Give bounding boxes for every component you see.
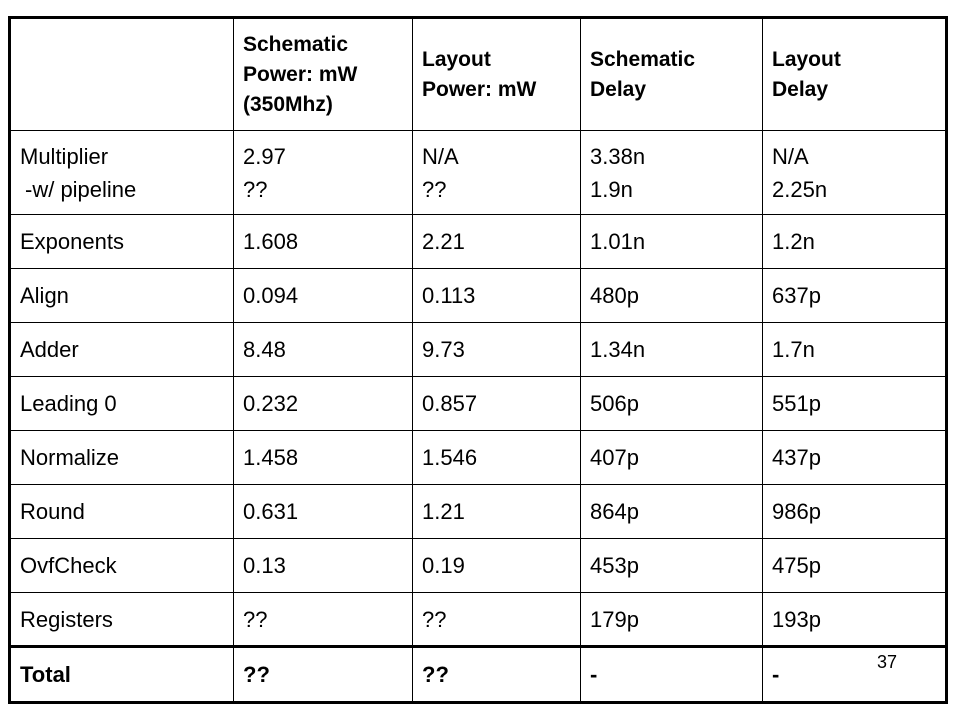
cell-line: Leading 0 <box>20 391 117 416</box>
table-cell <box>581 323 763 377</box>
table-cell <box>234 131 413 215</box>
cell-line: Align <box>20 283 69 308</box>
cell-line: ?? <box>243 176 268 202</box>
cell-line: 3.38n <box>590 143 646 169</box>
cell-line: Schematic <box>243 32 349 56</box>
table-cell <box>763 269 947 323</box>
cell-line: 1.2n <box>772 229 815 254</box>
results-table <box>8 16 948 704</box>
cell-line: 0.19 <box>422 553 465 578</box>
cell-line: 551p <box>772 391 821 416</box>
cell-line: Schematic <box>590 47 696 71</box>
cell-line: Layout <box>772 47 841 71</box>
cell-line: Normalize <box>20 445 120 470</box>
column-header <box>234 18 413 131</box>
table-cell <box>763 647 947 703</box>
column-header <box>581 18 763 131</box>
cell-line: 437p <box>772 445 821 470</box>
cell-line: Delay <box>772 77 829 101</box>
table-cell <box>413 485 581 539</box>
cell-line: N/A <box>772 143 809 169</box>
table-cell <box>234 377 413 431</box>
cell-line: 986p <box>772 499 821 524</box>
table-cell <box>234 593 413 647</box>
table-cell <box>581 131 763 215</box>
table-cell <box>763 593 947 647</box>
total-row <box>10 647 947 703</box>
row-label <box>10 131 234 215</box>
cell-line: 2.21 <box>422 229 465 254</box>
cell-line: 1.9n <box>590 176 633 202</box>
cell-line: ?? <box>422 606 447 632</box>
cell-line: 407p <box>590 445 639 470</box>
table-cell <box>581 539 763 593</box>
cell-line: ?? <box>422 176 447 202</box>
table-cell <box>413 647 581 703</box>
table-cell <box>234 431 413 485</box>
cell-line: 1.458 <box>243 445 299 470</box>
cell-line: ?? <box>243 606 268 632</box>
cell-line: Registers <box>20 606 113 632</box>
table-cell <box>763 485 947 539</box>
table-row <box>10 215 947 269</box>
table-cell <box>581 485 763 539</box>
row-label <box>10 485 234 539</box>
table-cell <box>234 269 413 323</box>
cell-line: 1.546 <box>422 445 478 470</box>
table-row <box>10 131 947 215</box>
column-header <box>763 18 947 131</box>
table-cell <box>763 539 947 593</box>
slide-number: 37 <box>877 652 898 672</box>
table-cell <box>413 215 581 269</box>
table-row <box>10 431 947 485</box>
table-cell <box>234 647 413 703</box>
column-header <box>413 18 581 131</box>
table-cell <box>413 593 581 647</box>
cell-line: 0.857 <box>422 391 478 416</box>
cell-line: 637p <box>772 283 821 308</box>
cell-line: Total <box>20 662 71 687</box>
table-cell <box>581 215 763 269</box>
cell-line: 506p <box>590 391 639 416</box>
cell-line: 864p <box>590 499 639 524</box>
table-cell <box>413 431 581 485</box>
table-cell <box>413 377 581 431</box>
row-label <box>10 431 234 485</box>
cell-line: Power: mW <box>422 77 537 101</box>
table-cell <box>413 269 581 323</box>
table-cell <box>581 431 763 485</box>
cell-line: 179p <box>590 606 639 632</box>
cell-line: Layout <box>422 47 491 71</box>
cell-line: 0.13 <box>243 553 286 578</box>
table-row <box>10 323 947 377</box>
cell-line: 0.232 <box>243 391 299 416</box>
row-label <box>10 539 234 593</box>
cell-line: - <box>590 662 598 687</box>
table-row <box>10 539 947 593</box>
cell-line: 9.73 <box>422 337 465 362</box>
header-row <box>10 18 947 131</box>
cell-line: 1.01n <box>590 229 646 254</box>
cell-line: 8.48 <box>243 337 286 362</box>
cell-line: N/A <box>422 143 459 169</box>
cell-line: (350Mhz) <box>243 92 333 116</box>
table-cell <box>581 647 763 703</box>
cell-line: ?? <box>243 662 270 687</box>
cell-line: 475p <box>772 553 821 578</box>
table-cell <box>763 323 947 377</box>
table-cell <box>234 323 413 377</box>
row-label <box>10 269 234 323</box>
cell-line: Delay <box>590 77 647 101</box>
cell-line: 2.97 <box>243 143 286 169</box>
cell-line: 453p <box>590 553 639 578</box>
cell-line: 480p <box>590 283 639 308</box>
cell-line: Adder <box>20 337 79 362</box>
cell-line: -w/ pipeline <box>25 176 137 202</box>
table-cell <box>763 431 947 485</box>
row-label <box>10 377 234 431</box>
table-cell <box>413 323 581 377</box>
table-cell <box>413 539 581 593</box>
cell-line: OvfCheck <box>20 553 117 578</box>
table-row <box>10 269 947 323</box>
cell-line: 193p <box>772 606 821 632</box>
cell-line: 0.113 <box>422 283 476 308</box>
table-row <box>10 377 947 431</box>
table-cell <box>581 269 763 323</box>
cell-line: 1.21 <box>422 499 465 524</box>
table-cell <box>581 377 763 431</box>
cell-line: 2.25n <box>772 176 828 202</box>
cell-line: Multiplier <box>20 143 109 169</box>
cell-line: 0.094 <box>243 283 299 308</box>
table-cell <box>581 593 763 647</box>
table-cell <box>763 215 947 269</box>
cell-line: - <box>772 662 780 687</box>
table-cell <box>763 131 947 215</box>
cell-line: ?? <box>422 662 449 687</box>
header-corner-cell <box>10 18 234 131</box>
cell-line: 1.34n <box>590 337 646 362</box>
cell-line: Exponents <box>20 229 124 254</box>
row-label <box>10 215 234 269</box>
cell-line: 0.631 <box>243 499 299 524</box>
cell-line: Round <box>20 499 85 524</box>
cell-line: Power: mW <box>243 62 358 86</box>
table-cell <box>413 131 581 215</box>
cell-line: 1.7n <box>772 337 815 362</box>
table-body <box>10 131 947 703</box>
row-label <box>10 323 234 377</box>
row-label <box>10 647 234 703</box>
table-row <box>10 593 947 647</box>
table-cell <box>234 485 413 539</box>
table-cell <box>763 377 947 431</box>
table-cell <box>234 539 413 593</box>
row-label <box>10 593 234 647</box>
table-row <box>10 485 947 539</box>
cell-line: 1.608 <box>243 229 299 254</box>
table-cell <box>234 215 413 269</box>
